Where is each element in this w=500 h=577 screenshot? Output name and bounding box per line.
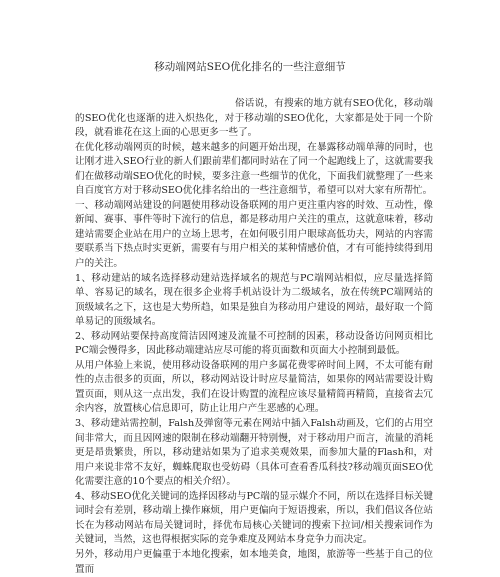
paragraph-point-4: 4、移动SEO优化关键词的选择因移动与PC端的显示媒介不同，所以在选择目标关键词时会有差别，移动端上操作麻烦，用户更偏向于短语搜索，所以，我们倡议各位站长在为移动网站布局关键词时，择优布局核心关键词的搜索下拉词/相关搜索词作为关键词，当然，这也得根据实际的竞争难度及网站本身竞争力而决定。 — [75, 490, 433, 546]
paragraph-point-1: 1、移动建站的域名选择移动建站选择域名的规范与PC端网站相似，应尽量选择简单、容易记的域名，现在很多企业将手机站设计为二级域名，放在传统PC端网站的顶级域名之下，这也是大势所趋，如果是独自为移动用户建设的网站，最好取一个简单易记的顶级域名。 — [75, 272, 433, 328]
paragraph-ux: 从用户体验上来说，使用移动设备联网的用户多属花费零碎时间上网，不太可能有耐性的点击很多的页面，所以，移动网站设计时应尽量简洁，如果你的网站需要设计购置页面，则从这一点出发，我们在设计购置的流程应该尽量精简再精简，直接省去冗余内容，放置核心信息即可，防止让用户产生恶感的心理。 — [75, 359, 433, 415]
document-body — [75, 97, 433, 577]
document-title: 移动端网站SEO优化排名的一些注意细节 — [154, 61, 346, 73]
paragraph-section-1: 一、移动端网站建设的问题使用移动设备联网的用户更注重内容的时效、互动性，像新闻、赛事、事件等时下流行的信息，都是移动用户关注的重点，这就意味着，移动建站需要企业站在用户的立场上思考，在如何吸引用户眼球高低功夫，网站的内容需要联系当下热点时实更新，需要有与用户相关的某种情感价值，才有可能持续得到用户的关注。 — [75, 199, 433, 270]
paragraph-point-3: 3、移动建站需控制，Falsh及弹窗等元素在网站中插入Falsh动画及，它们的占用空间非常大，而且因网速的限制在移动端翻开特别慢，对于移动用户而言，流量的消耗更是昂贵繁贵，所以，移动建站如果为了追求美观效果，而参加大量的Flash和，对用户来说非常不友好，蜘蛛爬取也受妨碍（具体可查看香瓜科技?移动端页面SEO优化需要注意的10个要点的相关介绍）。 — [75, 418, 433, 488]
paragraph-preface: 在优化移动端网页的时候，越来越多的问题开始出现，在暴露移动端单薄的同时，也让刚才进入SEO行业的新人们跟前辈们都同时站在了同一个起跑线上了，这就需要我们在做移动端SEO优化的时候，要多注意一些细节的优化，下面我们就整理了一些来自百度官方对于移动SEO优化排名给出的一些注意细节，希望可以对大家有所帮忙。 — [75, 141, 433, 197]
paragraph-intro: 俗话说，有搜索的地方就有SEO优化，移动端的SEO优化也逐渐的进入炽热化，对于移动端的SEO优化，大家都是处于同一个阶段，就看谁花在这上面的心思更多一些了。 — [75, 98, 433, 139]
paragraph-local-search: 另外，移动用户更偏重于本地化搜索，如本地美食，地图，旅游等一些基于自己的位置而 — [75, 548, 433, 575]
paragraph-point-2: 2、移动网站要保持高度简洁因网速及流量不可控制的因素，移动设备访问网页相比PC端会慢得多，因此移动端建站应尽可能的将页面数和页面大小控制到最低。 — [75, 330, 433, 357]
